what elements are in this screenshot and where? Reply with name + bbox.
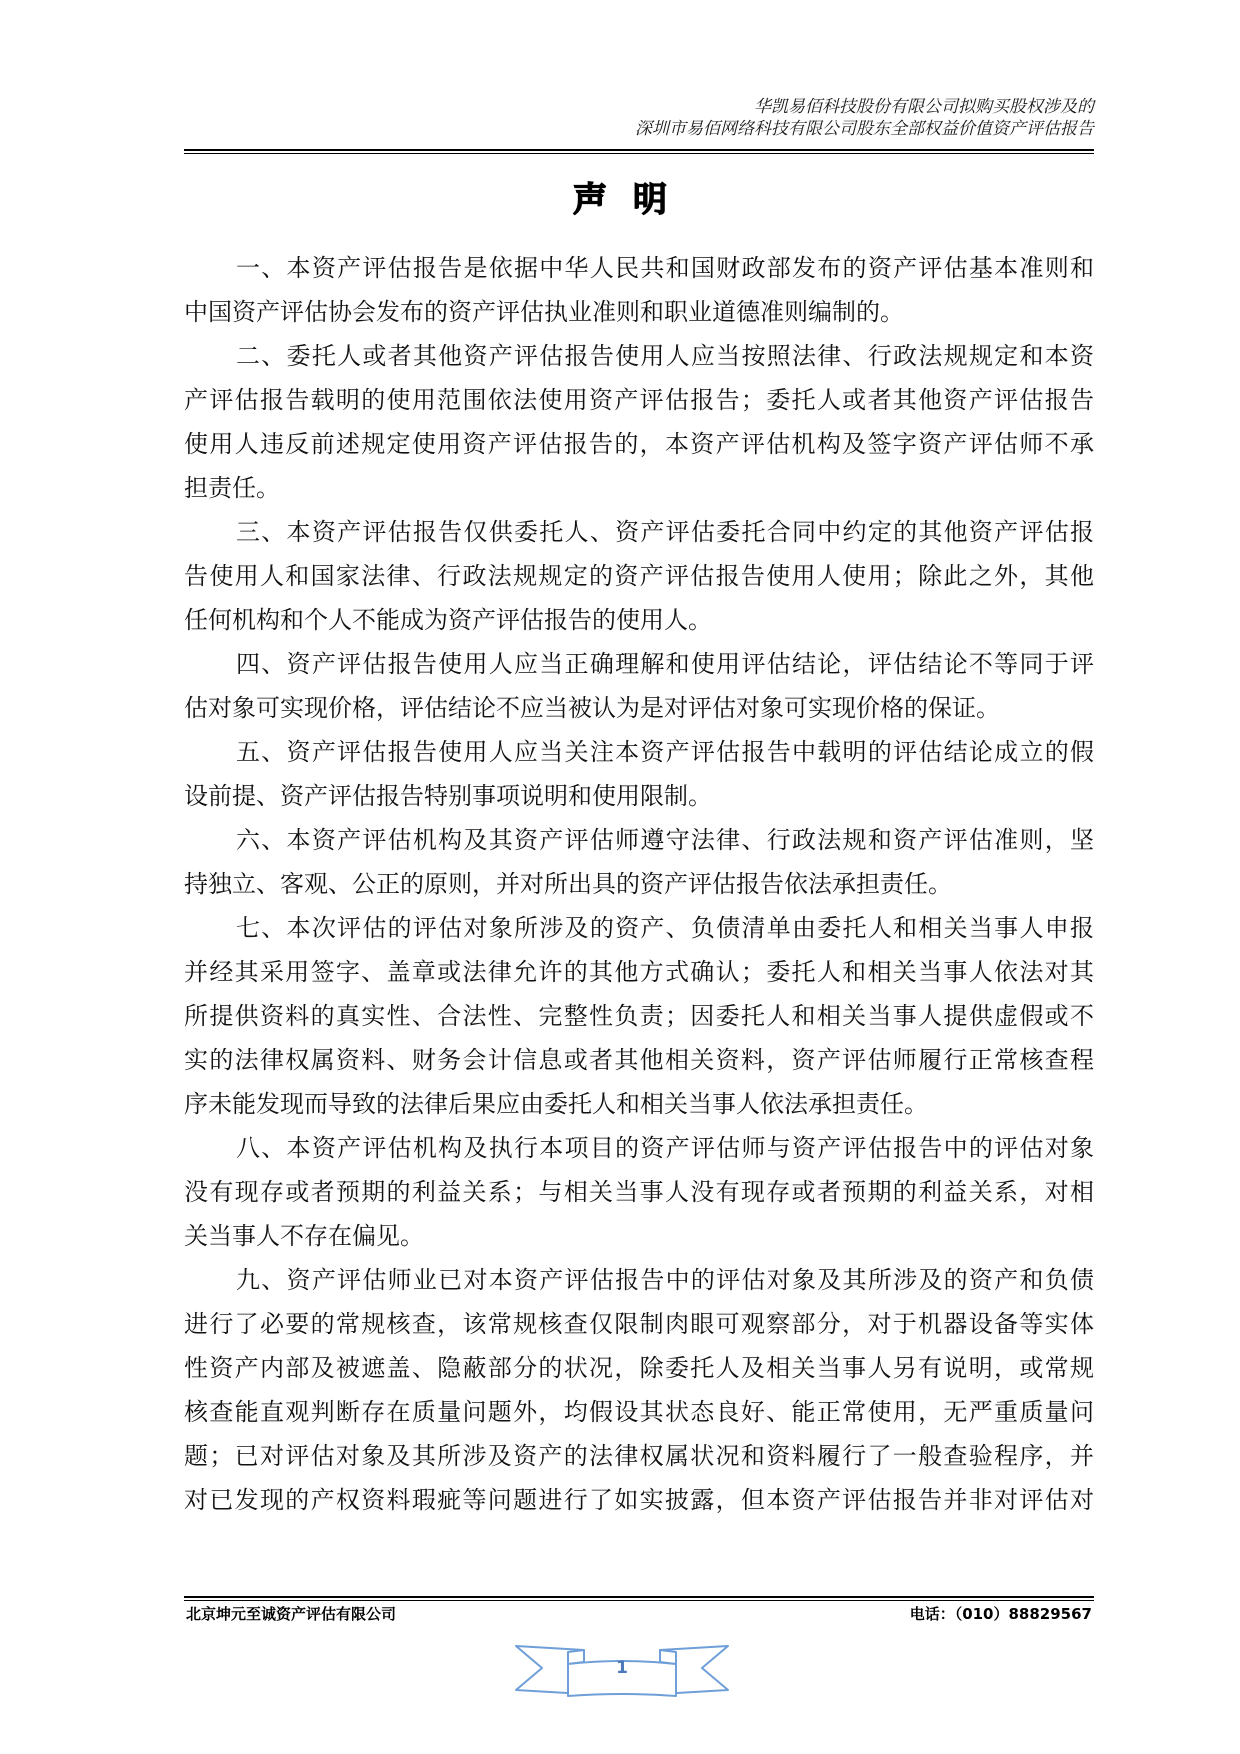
paragraph-line: 三、本资产评估报告仅供委托人、资产评估委托合同中约定的其他资产评估报 (236, 518, 1094, 546)
page-number: 1 (616, 1658, 628, 1678)
paragraph (184, 246, 1094, 334)
paragraph-line: 产评估报告载明的使用范围依法使用资产评估报告；委托人或者其他资产评估报告 (184, 386, 1094, 414)
paragraph-line: 没有现存或者预期的利益关系；与相关当事人没有现存或者预期的利益关系，对相 (184, 1178, 1094, 1206)
paragraph-line: 题；已对评估对象及其所涉及资产的法律权属状况和资料履行了一般查验程序，并 (184, 1442, 1094, 1470)
paragraph-line: 性资产内部及被遮盖、隐蔽部分的状况，除委托人及相关当事人另有说明，或常规 (184, 1354, 1094, 1382)
footer-company-name: 北京坤元至诚资产评估有限公司 (186, 1605, 397, 1623)
header-double-rule (184, 149, 1094, 154)
paragraph-line: 告使用人和国家法律、行政法规规定的资产评估报告使用人使用；除此之外，其他 (184, 562, 1094, 590)
paragraph-line: 担责任。 (184, 474, 280, 502)
paragraph (184, 642, 1094, 730)
running-header (184, 96, 1094, 140)
running-header-line-1: 华凯易佰科技股份有限公司拟购买股权涉及的 (754, 97, 1094, 117)
paragraph-line: 九、资产评估师业已对本资产评估报告中的评估对象及其所涉及的资产和负债 (236, 1266, 1094, 1294)
paragraph-line: 六、本资产评估机构及其资产评估师遵守法律、行政法规和资产评估准则，坚 (236, 826, 1094, 854)
paragraph-line: 实的法律权属资料、财务会计信息或者其他相关资料，资产评估师履行正常核查程 (184, 1046, 1094, 1074)
paragraph (184, 730, 1094, 818)
paragraph (184, 1126, 1094, 1258)
footer-phone: 电话：（010）88829567 (909, 1605, 1092, 1623)
paragraph-line: 对已发现的产权资料瑕疵等问题进行了如实披露，但本资产评估报告并非对评估对 (184, 1486, 1094, 1514)
paragraph-line: 四、资产评估报告使用人应当正确理解和使用评估结论，评估结论不等同于评 (236, 650, 1094, 678)
paragraph-line: 持独立、客观、公正的原则，并对所出具的资产评估报告依法承担责任。 (184, 870, 952, 898)
paragraph-line: 七、本次评估的评估对象所涉及的资产、负债清单由委托人和相关当事人申报 (236, 914, 1094, 942)
declaration-body (184, 246, 1094, 1522)
paragraph-line: 进行了必要的常规核查，该常规核查仅限制肉眼可观察部分，对于机器设备等实体 (184, 1310, 1094, 1338)
paragraph-line: 关当事人不存在偏见。 (184, 1222, 424, 1250)
page-number-ribbon (514, 1638, 730, 1700)
paragraph-line: 序未能发现而导致的法律后果应由委托人和相关当事人依法承担责任。 (184, 1090, 928, 1118)
paragraph-line: 所提供资料的真实性、合法性、完整性负责；因委托人和相关当事人提供虚假或不 (184, 1002, 1094, 1030)
footer-double-rule (184, 1596, 1094, 1601)
paragraph (184, 1258, 1094, 1522)
paragraph-line: 任何机构和个人不能成为资产评估报告的使用人。 (184, 606, 712, 634)
paragraph-line: 使用人违反前述规定使用资产评估报告的，本资产评估机构及签字资产评估师不承 (184, 430, 1094, 458)
running-header-line-2: 深圳市易佰网络科技有限公司股东全部权益价值资产评估报告 (635, 119, 1094, 139)
paragraph-line: 核查能直观判断存在质量问题外，均假设其状态良好、能正常使用，无严重质量问 (184, 1398, 1094, 1426)
paragraph (184, 334, 1094, 510)
paragraph-line: 设前提、资产评估报告特别事项说明和使用限制。 (184, 782, 712, 810)
paragraph (184, 510, 1094, 642)
paragraph-line: 八、本资产评估机构及执行本项目的资产评估师与资产评估报告中的评估对象 (236, 1134, 1094, 1162)
paragraph (184, 818, 1094, 906)
paragraph-line: 五、资产评估报告使用人应当关注本资产评估报告中载明的评估结论成立的假 (236, 738, 1094, 766)
paragraph-line: 估对象可实现价格，评估结论不应当被认为是对评估对象可实现价格的保证。 (184, 694, 1000, 722)
page-title: 声明 (573, 180, 693, 220)
paragraph-line: 一、本资产评估报告是依据中华人民共和国财政部发布的资产评估基本准则和 (236, 254, 1094, 282)
paragraph-line: 中国资产评估协会发布的资产评估执业准则和职业道德准则编制的。 (184, 298, 904, 326)
paragraph-line: 并经其采用签字、盖章或法律允许的其他方式确认；委托人和相关当事人依法对其 (184, 958, 1094, 986)
paragraph-line: 二、委托人或者其他资产评估报告使用人应当按照法律、行政法规规定和本资 (236, 342, 1094, 370)
paragraph (184, 906, 1094, 1126)
